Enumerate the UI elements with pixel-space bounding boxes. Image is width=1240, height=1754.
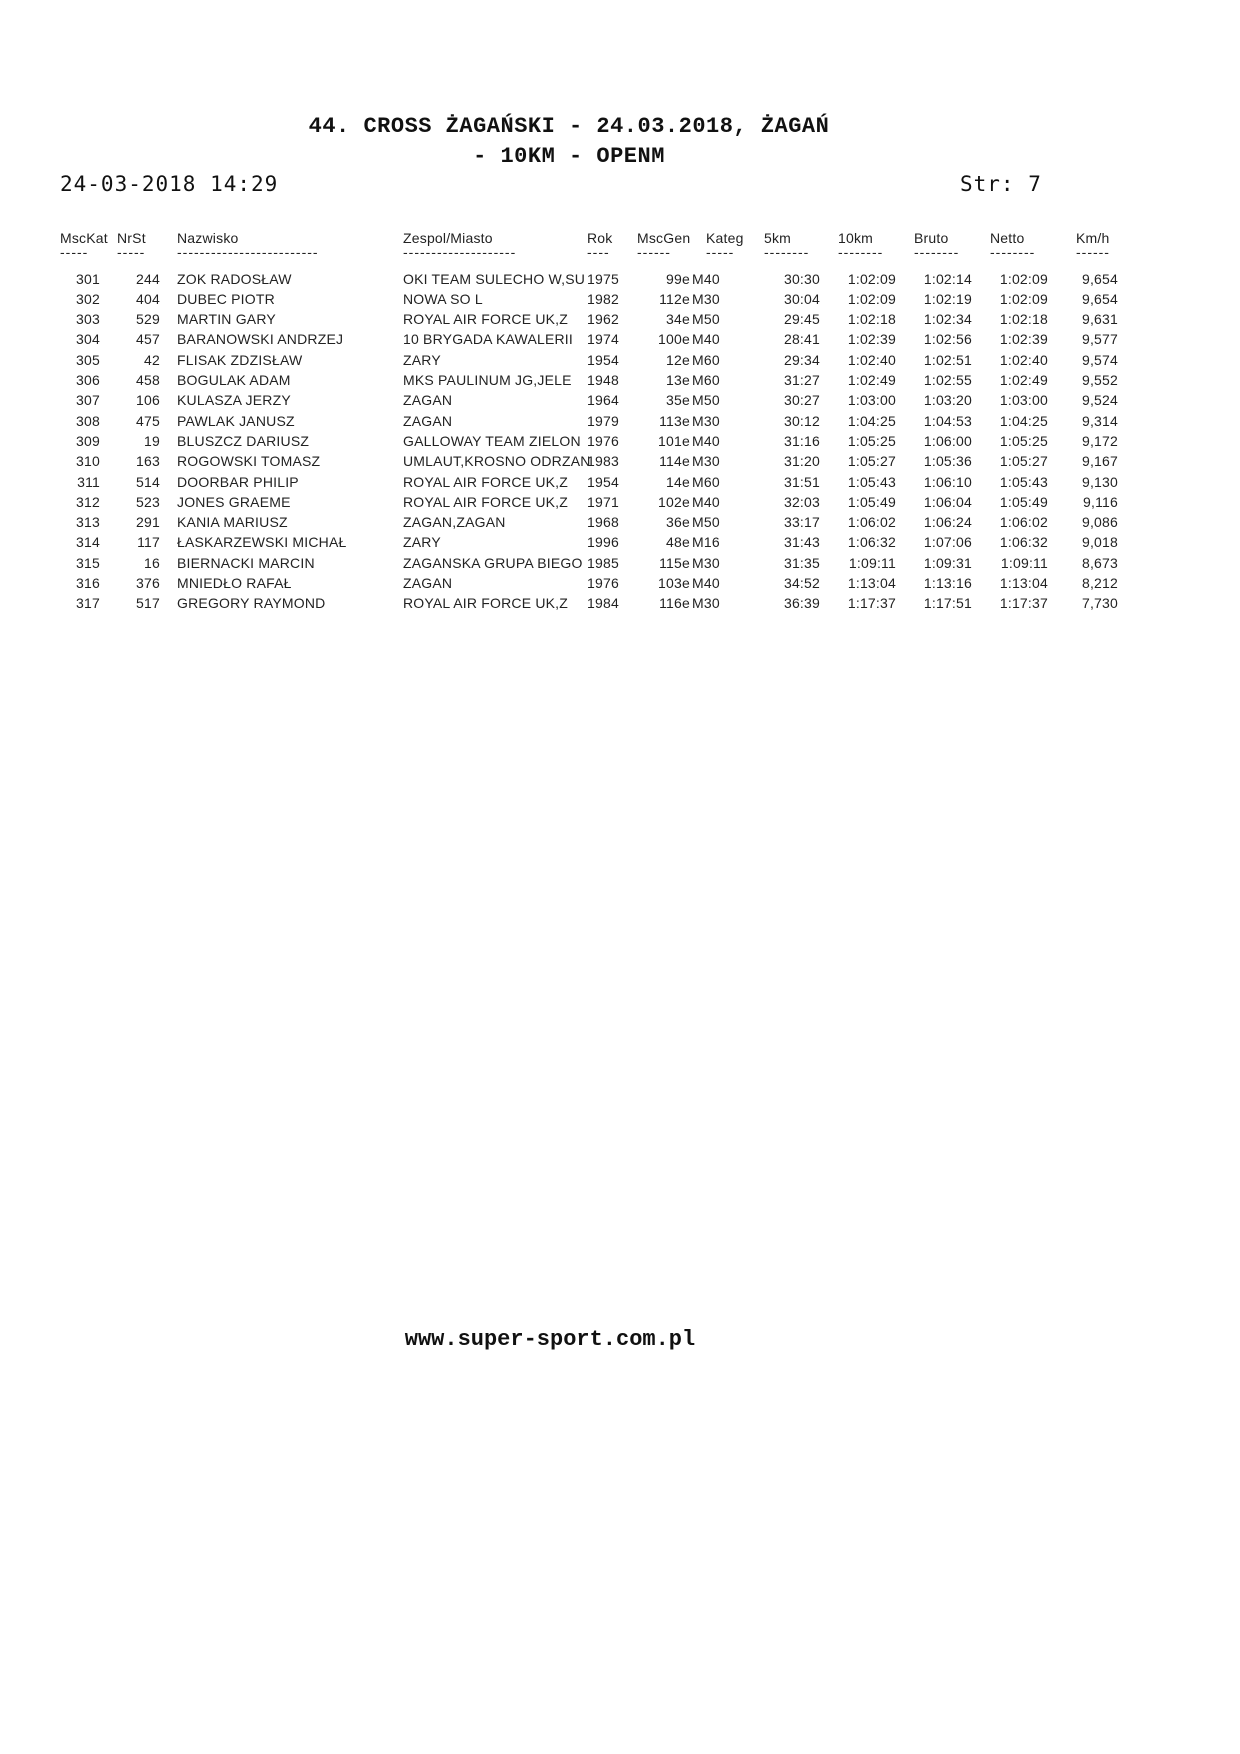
event-title: 44. CROSS ŻAGAŃSKI - 24.03.2018, ŻAGAŃ — [308, 114, 830, 139]
cell-netto: 1:02:49 — [999, 372, 1048, 389]
cell-10km: 1:13:04 — [847, 575, 896, 592]
cell-bruto: 1:05:36 — [923, 453, 972, 470]
divider-msckat: ----- — [60, 244, 89, 261]
cell-5km: 29:34 — [783, 351, 820, 368]
cell-bruto: 1:06:24 — [923, 514, 972, 531]
cell-kmh: 9,577 — [1081, 331, 1118, 348]
divider-netto: -------- — [990, 244, 1036, 261]
cell-5km: 34:52 — [783, 575, 820, 592]
cell-mscgen: 13e — [666, 372, 690, 389]
cell-netto: 1:02:40 — [999, 351, 1048, 368]
cell-kateg: M40 — [692, 270, 720, 287]
table-row — [0, 291, 1240, 311]
cell-kateg: M50 — [692, 514, 720, 531]
cell-rok: 1974 — [587, 331, 619, 348]
cell-5km: 31:20 — [783, 453, 820, 470]
table-row — [0, 352, 1240, 372]
cell-nazwisko: KULASZA JERZY — [177, 392, 291, 409]
cell-nrst: 106 — [136, 392, 160, 409]
cell-msckat: 304 — [76, 331, 100, 348]
cell-kateg: M30 — [692, 412, 720, 429]
cell-zespol: UMLAUT,KROSNO ODRZAN — [403, 453, 591, 470]
divider-rok: ---- — [587, 244, 610, 261]
cell-kateg: M60 — [692, 372, 720, 389]
cell-bruto: 1:02:14 — [923, 270, 972, 287]
cell-kmh: 9,654 — [1081, 270, 1118, 287]
col-header-bruto: Bruto — [914, 230, 949, 246]
cell-10km: 1:17:37 — [847, 595, 896, 612]
cell-netto: 1:05:27 — [999, 453, 1048, 470]
cell-kateg: M30 — [692, 595, 720, 612]
cell-zespol: 10 BRYGADA KAWALERII — [403, 331, 573, 348]
table-row — [0, 372, 1240, 392]
cell-rok: 1968 — [587, 514, 619, 531]
col-header-5km: 5km — [764, 230, 792, 246]
cell-netto: 1:02:09 — [999, 290, 1048, 307]
cell-nrst: 117 — [137, 534, 160, 551]
table-row — [0, 534, 1240, 554]
cell-rok: 1975 — [587, 270, 619, 287]
cell-kateg: M60 — [692, 473, 720, 490]
cell-bruto: 1:09:31 — [923, 554, 972, 571]
cell-zespol: OKI TEAM SULECHO W,SU — [403, 270, 586, 287]
cell-mscgen: 99e — [666, 270, 690, 287]
page-number: Str: 7 — [960, 172, 1042, 196]
cell-bruto: 1:03:20 — [923, 392, 972, 409]
footer-website: www.super-sport.com.pl — [404, 1327, 696, 1352]
divider-bruto: -------- — [914, 244, 960, 261]
cell-kateg: M60 — [692, 351, 720, 368]
cell-kateg: M40 — [692, 331, 720, 348]
cell-10km: 1:05:27 — [847, 453, 896, 470]
cell-mscgen: 103e — [658, 575, 690, 592]
cell-mscgen: 101e — [658, 432, 690, 449]
cell-zespol: ROYAL AIR FORCE UK,Z — [403, 473, 569, 490]
cell-mscgen: 102e — [658, 493, 690, 510]
cell-nazwisko: MNIEDŁO RAFAŁ — [177, 575, 292, 592]
cell-nazwisko: DUBEC PIOTR — [177, 290, 275, 307]
cell-kmh: 8,212 — [1081, 575, 1118, 592]
cell-zespol: ZAGAN — [403, 575, 453, 592]
results-table — [0, 230, 1240, 616]
cell-10km: 1:02:09 — [847, 290, 896, 307]
cell-kmh: 9,116 — [1083, 493, 1118, 510]
table-row — [0, 494, 1240, 514]
cell-mscgen: 14e — [666, 473, 690, 490]
table-row — [0, 453, 1240, 473]
cell-kmh: 9,314 — [1081, 412, 1118, 429]
cell-msckat: 316 — [76, 575, 100, 592]
divider-mscgen: ------ — [637, 244, 671, 261]
cell-kmh: 9,574 — [1081, 351, 1118, 368]
cell-5km: 33:17 — [783, 514, 820, 531]
cell-bruto: 1:07:06 — [923, 534, 972, 551]
cell-netto: 1:05:43 — [999, 473, 1048, 490]
cell-nrst: 475 — [136, 412, 160, 429]
cell-zespol: ZAGAN,ZAGAN — [403, 514, 506, 531]
col-header-nrst: NrSt — [117, 230, 146, 246]
table-body — [0, 271, 1240, 616]
cell-10km: 1:04:25 — [847, 412, 896, 429]
col-header-nazwisko: Nazwisko — [177, 230, 239, 246]
cell-kmh: 9,130 — [1081, 473, 1118, 490]
cell-netto: 1:04:25 — [999, 412, 1048, 429]
col-header-10km: 10km — [838, 230, 874, 246]
cell-mscgen: 116e — [659, 595, 690, 612]
cell-netto: 1:02:39 — [999, 331, 1048, 348]
cell-kateg: M50 — [692, 392, 720, 409]
cell-mscgen: 100e — [658, 331, 690, 348]
cell-5km: 29:45 — [783, 311, 820, 328]
cell-mscgen: 113e — [659, 412, 690, 429]
cell-nrst: 19 — [144, 432, 160, 449]
cell-5km: 31:43 — [783, 534, 820, 551]
cell-netto: 1:06:02 — [999, 514, 1048, 531]
cell-zespol: ROYAL AIR FORCE UK,Z — [403, 595, 569, 612]
table-header-divider — [0, 244, 1240, 270]
cell-10km: 1:05:25 — [847, 432, 896, 449]
cell-nrst: 376 — [136, 575, 160, 592]
cell-10km: 1:06:32 — [847, 534, 896, 551]
cell-kateg: M16 — [692, 534, 720, 551]
cell-10km: 1:02:09 — [847, 270, 896, 287]
cell-nrst: 514 — [136, 473, 160, 490]
print-datetime: 24-03-2018 14:29 — [60, 172, 279, 196]
cell-kmh: 9,631 — [1081, 311, 1118, 328]
cell-10km: 1:03:00 — [847, 392, 896, 409]
cell-kateg: M40 — [692, 493, 720, 510]
cell-nazwisko: BIERNACKI MARCIN — [177, 554, 315, 571]
cell-5km: 31:27 — [783, 372, 820, 389]
cell-nazwisko: MARTIN GARY — [177, 311, 276, 328]
divider-kateg: ----- — [706, 244, 735, 261]
cell-10km: 1:02:39 — [847, 331, 896, 348]
col-header-msckat: MscKat — [60, 230, 108, 246]
cell-bruto: 1:02:51 — [923, 351, 972, 368]
cell-bruto: 1:04:53 — [923, 412, 972, 429]
cell-msckat: 302 — [76, 290, 100, 307]
col-header-kmh: Km/h — [1076, 230, 1110, 246]
cell-rok: 1979 — [587, 412, 619, 429]
cell-nrst: 517 — [136, 595, 160, 612]
cell-kateg: M30 — [692, 290, 720, 307]
cell-rok: 1996 — [587, 534, 619, 551]
cell-rok: 1964 — [587, 392, 619, 409]
table-row — [0, 514, 1240, 534]
cell-mscgen: 48e — [666, 534, 690, 551]
table-row — [0, 413, 1240, 433]
cell-bruto: 1:02:19 — [923, 290, 972, 307]
cell-nrst: 404 — [136, 290, 160, 307]
col-header-kateg: Kateg — [706, 230, 744, 246]
cell-nrst: 244 — [136, 270, 160, 287]
cell-bruto: 1:13:16 — [923, 575, 972, 592]
cell-nazwisko: GREGORY RAYMOND — [177, 595, 326, 612]
table-row — [0, 433, 1240, 453]
cell-kmh: 9,086 — [1081, 514, 1118, 531]
divider-zespol: -------------------- — [403, 244, 517, 261]
cell-nazwisko: PAWLAK JANUSZ — [177, 412, 295, 429]
cell-kmh: 8,673 — [1081, 554, 1118, 571]
cell-zespol: ZARY — [403, 534, 441, 551]
cell-bruto: 1:06:04 — [923, 493, 972, 510]
col-header-rok: Rok — [587, 230, 613, 246]
cell-10km: 1:09:11 — [848, 554, 896, 571]
cell-bruto: 1:17:51 — [923, 595, 972, 612]
cell-nrst: 523 — [136, 493, 160, 510]
cell-zespol: ZAGAN — [403, 392, 453, 409]
cell-5km: 30:04 — [783, 290, 820, 307]
cell-kateg: M50 — [692, 311, 720, 328]
cell-zespol: ZAGAN — [403, 412, 453, 429]
cell-rok: 1954 — [587, 473, 619, 490]
cell-kateg: M40 — [692, 575, 720, 592]
cell-msckat: 308 — [76, 412, 100, 429]
cell-5km: 31:51 — [783, 473, 820, 490]
cell-rok: 1948 — [587, 372, 619, 389]
cell-5km: 30:30 — [783, 270, 820, 287]
cell-netto: 1:17:37 — [999, 595, 1048, 612]
cell-zespol: ZAGANSKA GRUPA BIEGO — [403, 554, 583, 571]
cell-5km: 28:41 — [783, 331, 820, 348]
cell-nrst: 16 — [144, 554, 160, 571]
cell-msckat: 317 — [76, 595, 100, 612]
col-header-mscgen: MscGen — [637, 230, 691, 246]
divider-5km: -------- — [764, 244, 810, 261]
table-row — [0, 595, 1240, 615]
cell-zespol: ROYAL AIR FORCE UK,Z — [403, 493, 569, 510]
cell-5km: 32:03 — [783, 493, 820, 510]
cell-zespol: ROYAL AIR FORCE UK,Z — [403, 311, 569, 328]
cell-10km: 1:06:02 — [847, 514, 896, 531]
cell-10km: 1:02:40 — [847, 351, 896, 368]
cell-mscgen: 36e — [666, 514, 690, 531]
cell-nazwisko: JONES GRAEME — [177, 493, 291, 510]
cell-kateg: M30 — [692, 554, 720, 571]
cell-msckat: 311 — [77, 473, 100, 490]
cell-msckat: 310 — [76, 453, 100, 470]
table-row — [0, 474, 1240, 494]
table-row — [0, 331, 1240, 351]
cell-rok: 1971 — [587, 493, 619, 510]
divider-10km: -------- — [838, 244, 884, 261]
cell-rok: 1985 — [587, 554, 619, 571]
cell-zespol: ZARY — [403, 351, 441, 368]
cell-kmh: 7,730 — [1081, 595, 1118, 612]
cell-mscgen: 114e — [659, 453, 690, 470]
cell-kmh: 9,172 — [1081, 432, 1118, 449]
cell-msckat: 315 — [76, 554, 100, 571]
cell-bruto: 1:06:10 — [923, 473, 972, 490]
cell-nrst: 458 — [136, 372, 160, 389]
cell-nrst: 529 — [136, 311, 160, 328]
cell-netto: 1:02:18 — [999, 311, 1048, 328]
cell-bruto: 1:02:55 — [923, 372, 972, 389]
cell-rok: 1984 — [587, 595, 619, 612]
cell-kateg: M30 — [692, 453, 720, 470]
cell-netto: 1:13:04 — [999, 575, 1048, 592]
table-row — [0, 392, 1240, 412]
cell-10km: 1:02:18 — [847, 311, 896, 328]
event-subtitle: - 10KM - OPENM — [473, 144, 665, 169]
divider-nazwisko: ------------------------- — [177, 244, 319, 261]
cell-kateg: M40 — [692, 432, 720, 449]
cell-kmh: 9,018 — [1081, 534, 1118, 551]
cell-nazwisko: ROGOWSKI TOMASZ — [177, 453, 321, 470]
cell-mscgen: 112e — [659, 290, 690, 307]
cell-msckat: 307 — [76, 392, 100, 409]
cell-kmh: 9,654 — [1081, 290, 1118, 307]
cell-nrst: 42 — [144, 351, 160, 368]
cell-msckat: 313 — [76, 514, 100, 531]
cell-bruto: 1:02:34 — [923, 311, 972, 328]
cell-rok: 1962 — [587, 311, 619, 328]
cell-nrst: 291 — [136, 514, 160, 531]
cell-nazwisko: ŁASKARZEWSKI MICHAŁ — [177, 534, 347, 551]
cell-bruto: 1:02:56 — [923, 331, 972, 348]
cell-netto: 1:02:09 — [999, 270, 1048, 287]
cell-msckat: 312 — [76, 493, 100, 510]
cell-msckat: 305 — [76, 351, 100, 368]
cell-mscgen: 115e — [659, 554, 690, 571]
cell-nazwisko: KANIA MARIUSZ — [177, 514, 288, 531]
cell-nazwisko: FLISAK ZDZISŁAW — [177, 351, 303, 368]
col-header-zespol: Zespol/Miasto — [403, 230, 493, 246]
cell-msckat: 314 — [76, 534, 100, 551]
cell-nazwisko: BOGULAK ADAM — [177, 372, 291, 389]
cell-5km: 30:27 — [783, 392, 820, 409]
cell-5km: 36:39 — [783, 595, 820, 612]
cell-mscgen: 34e — [666, 311, 690, 328]
cell-kmh: 9,167 — [1081, 453, 1118, 470]
divider-nrst: ----- — [117, 244, 146, 261]
cell-nazwisko: BLUSZCZ DARIUSZ — [177, 432, 310, 449]
cell-netto: 1:05:25 — [999, 432, 1048, 449]
cell-rok: 1976 — [587, 432, 619, 449]
cell-kmh: 9,552 — [1081, 372, 1118, 389]
table-row — [0, 575, 1240, 595]
cell-mscgen: 35e — [666, 392, 690, 409]
cell-nazwisko: ZOK RADOSŁAW — [177, 270, 292, 287]
cell-rok: 1983 — [587, 453, 619, 470]
cell-10km: 1:05:43 — [847, 473, 896, 490]
cell-zespol: NOWA SO L — [403, 290, 483, 307]
cell-netto: 1:06:32 — [999, 534, 1048, 551]
cell-10km: 1:02:49 — [847, 372, 896, 389]
cell-nrst: 457 — [136, 331, 160, 348]
cell-netto: 1:05:49 — [999, 493, 1048, 510]
cell-netto: 1:09:11 — [1000, 554, 1048, 571]
divider-kmh: ------ — [1076, 244, 1110, 261]
cell-nazwisko: DOORBAR PHILIP — [177, 473, 299, 490]
cell-bruto: 1:06:00 — [923, 432, 972, 449]
cell-nazwisko: BARANOWSKI ANDRZEJ — [177, 331, 344, 348]
cell-nrst: 163 — [136, 453, 160, 470]
cell-mscgen: 12e — [666, 351, 690, 368]
cell-5km: 30:12 — [783, 412, 820, 429]
table-row — [0, 271, 1240, 291]
cell-zespol: GALLOWAY TEAM ZIELON — [403, 432, 581, 449]
cell-msckat: 303 — [76, 311, 100, 328]
cell-zespol: MKS PAULINUM JG,JELE — [403, 372, 572, 389]
cell-netto: 1:03:00 — [999, 392, 1048, 409]
cell-rok: 1976 — [587, 575, 619, 592]
col-header-netto: Netto — [990, 230, 1025, 246]
cell-msckat: 301 — [76, 270, 100, 287]
cell-rok: 1982 — [587, 290, 619, 307]
cell-rok: 1954 — [587, 351, 619, 368]
cell-5km: 31:16 — [783, 432, 820, 449]
cell-10km: 1:05:49 — [847, 493, 896, 510]
cell-kmh: 9,524 — [1081, 392, 1118, 409]
table-row — [0, 555, 1240, 575]
table-row — [0, 311, 1240, 331]
cell-5km: 31:35 — [783, 554, 820, 571]
cell-msckat: 306 — [76, 372, 100, 389]
cell-msckat: 309 — [76, 432, 100, 449]
